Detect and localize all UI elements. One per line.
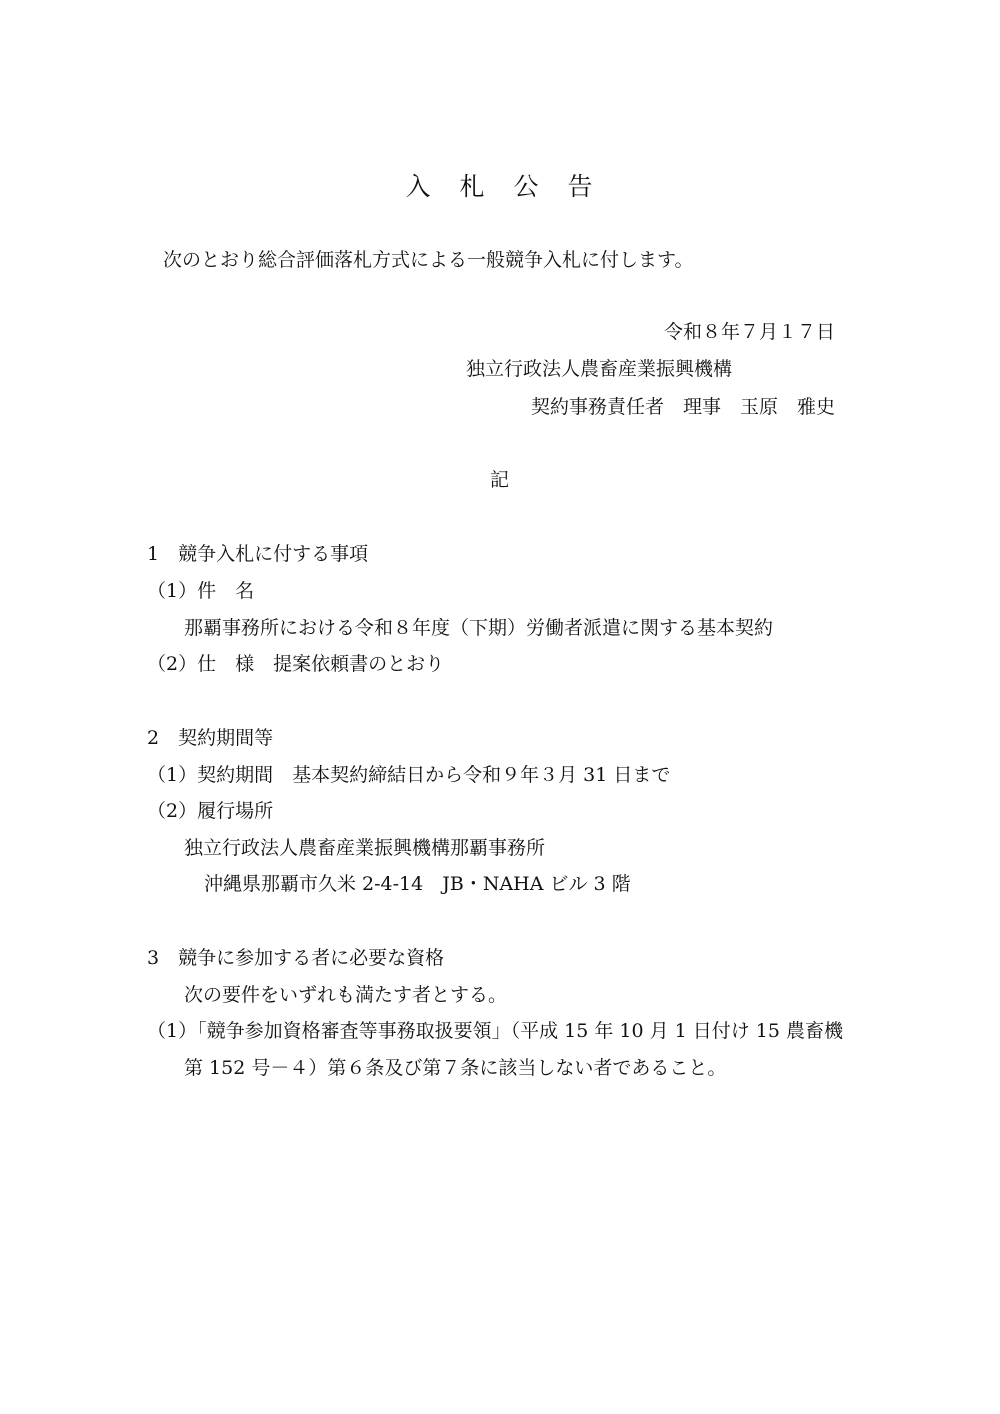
section-3-item-1-line-1: （1）「競争参加資格審査等事務取扱要領」（平成 15 年 10 月 1 日付け 15 農畜機 (147, 1020, 844, 1042)
section-2-item-1: （1）契約期間 基本契約締結日から令和９年３月 31 日まで (147, 764, 671, 786)
section-2-heading: 2 契約期間等 (147, 727, 274, 749)
section-2-item-2-label: （2）履行場所 (147, 800, 274, 822)
document-title: 入 札 公 告 (405, 172, 595, 201)
intro-text: 次のとおり総合評価落札方式による一般競争入札に付します。 (163, 249, 694, 271)
section-2-place-name: 独立行政法人農畜産業振興機構那覇事務所 (184, 837, 546, 859)
signer-name: 契約事務責任者 理事 玉原 雅史 (530, 396, 835, 418)
ki-mark: 記 (490, 469, 510, 491)
section-2-place-address: 沖縄県那覇市久米 2-4-14 JB・NAHA ビル 3 階 (204, 873, 631, 895)
organization-name: 独立行政法人農畜産業振興機構 (466, 358, 733, 380)
section-1-item-2: （2）仕 様 提案依頼書のとおり (147, 653, 445, 675)
section-3-intro: 次の要件をいずれも満たす者とする。 (184, 984, 508, 1006)
notice-date: 令和８年７月１７日 (663, 321, 835, 343)
section-3-item-1-line-2: 第 152 号－４）第６条及び第７条に該当しない者であること。 (184, 1057, 727, 1079)
section-1-item-1-label: （1）件 名 (147, 580, 255, 602)
section-1-item-1-value: 那覇事務所における令和８年度（下期）労働者派遣に関する基本契約 (184, 617, 774, 639)
section-1-heading: 1 競争入札に付する事項 (147, 543, 369, 565)
section-3-heading: 3 競争に参加する者に必要な資格 (147, 947, 445, 969)
